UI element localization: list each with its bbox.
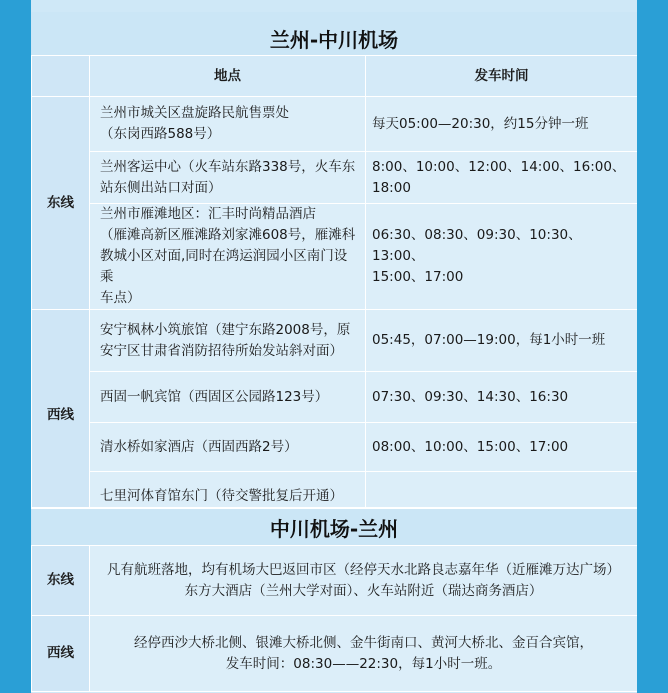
route-label-west: 西线 xyxy=(32,310,90,522)
table-row xyxy=(32,152,638,204)
table-row xyxy=(32,310,638,372)
departure-times: 07:30、09:30、14:30、16:30 xyxy=(366,372,638,423)
stop-location: 兰州市城关区盘旋路民航售票处 （东岗西路588号） xyxy=(90,97,366,152)
stop-location: 兰州客运中心（火车站东路338号，火车东 站东侧出站口对面） xyxy=(90,152,366,204)
table-row xyxy=(32,546,638,616)
departure-times: 每天05:00—20:30，约15分钟一班 xyxy=(366,97,638,152)
table-row xyxy=(32,97,638,152)
section-title-lanzhou-to-airport: 兰州-中川机场 xyxy=(31,12,637,64)
route-label-west: 西线 xyxy=(32,616,90,692)
schedule-table-outbound xyxy=(31,55,637,522)
header-corner xyxy=(32,56,90,97)
stop-location: 兰州市雁滩地区：汇丰时尚精品酒店 （雁滩高新区雁滩路刘家滩608号，雁滩科 教城小区对面,同时在鸿运润园小区南门设乘 车点） xyxy=(90,204,366,310)
departure-times: 05:45，07:00—19:00，每1小时一班 xyxy=(366,310,638,372)
route-label-east: 东线 xyxy=(32,97,90,310)
return-route-description: 凡有航班落地，均有机场大巴返回市区（经停天水北路良志嘉年华（近雁滩万达广场） 东方大酒店（兰州大学对面）、火车站附近（瑞达商务酒店） xyxy=(90,546,638,616)
departure-times: 08:00、10:00、15:00、17:00 xyxy=(366,423,638,472)
stop-location: 西固一帆宾馆（西固区公园路123号） xyxy=(90,372,366,423)
departure-times: 06:30、08:30、09:30、10:30、13:00、 15:00、17:00 xyxy=(366,204,638,310)
stop-location: 清水桥如家酒店（西固西路2号） xyxy=(90,423,366,472)
stop-location: 安宁枫林小筑旅馆（建宁东路2008号，原 安宁区甘肃省消防招待所始发站斜对面） xyxy=(90,310,366,372)
table-row xyxy=(32,372,638,423)
header-departure-time: 发车时间 xyxy=(366,56,638,97)
section-title-airport-to-lanzhou: 中川机场-兰州 xyxy=(31,509,637,545)
table-row xyxy=(32,423,638,472)
header-place: 地点 xyxy=(90,56,366,97)
schedule-panel xyxy=(31,0,637,693)
departure-times: 8:00、10:00、12:00、14:00、16:00、 18:00 xyxy=(366,152,638,204)
return-route-description: 经停西沙大桥北侧、银滩大桥北侧、金牛街南口、黄河大桥北、金百合宾馆， 发车时间：08:30——22:30，每1小时一班。 xyxy=(90,616,638,692)
route-label-east: 东线 xyxy=(32,546,90,616)
table-row xyxy=(32,204,638,310)
table-row xyxy=(32,616,638,692)
schedule-table-return xyxy=(31,545,637,692)
stop-location: 七里河体育馆东门（待交警批复后开通） xyxy=(90,472,366,522)
table-header-row xyxy=(32,56,638,97)
